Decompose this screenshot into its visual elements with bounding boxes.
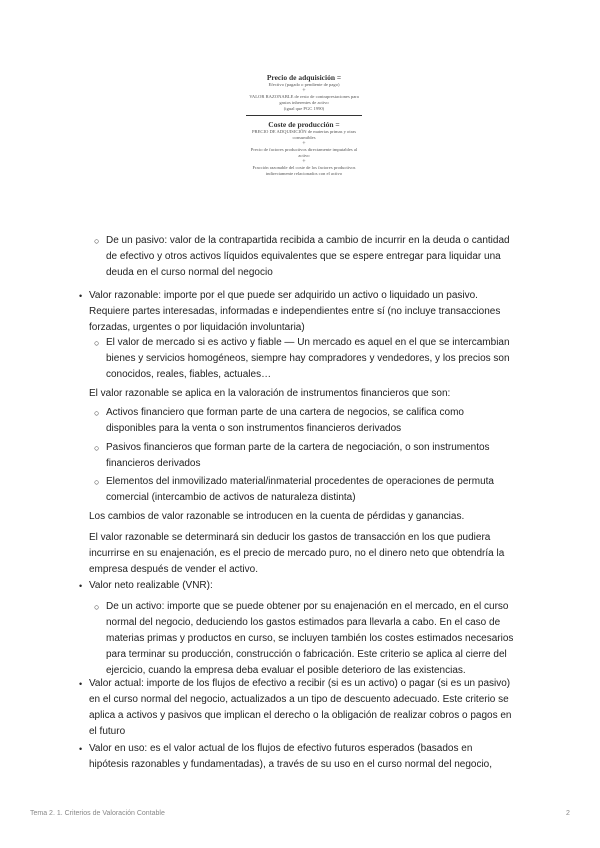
figure-plus: + [302, 88, 306, 94]
figure-line: indirectamente relacionados con el activo [265, 171, 343, 176]
figure-plus: + [302, 141, 306, 147]
list-item-valor-uso: Valor en uso: es el valor actual de los flujos de efectivo futuros esperados (basados en hipótesis razonables y fundamentadas), a través de su uso en el curso normal del negocio, [89, 743, 493, 770]
list-item-activos-financieros: Activos financiero que forman parte de una cartera de negocios, se califica como disponibles para la venta o son instrumentos financieros derivados [106, 407, 464, 434]
circle-bullet-icon: ○ [94, 408, 100, 418]
page-number: 2 [566, 810, 570, 817]
paragraph-cambios: Los cambios de valor razonable se introducen en la cuenta de pérdidas y ganancias. [89, 511, 465, 522]
bullet-icon: • [79, 291, 83, 301]
list-item-valor-mercado: El valor de mercado si es activo y fiable — Un mercado es aquel en el que se intercambian bienes y servicios homogéneos, siempre hay compradores y vendedores, y los precios son conocidos, reales, fiables, actuales… [106, 337, 510, 380]
circle-bullet-icon: ○ [94, 602, 100, 612]
figure-plus: + [302, 159, 306, 165]
paragraph-vr-aplica: El valor razonable se aplica en la valoración de instrumentos financieros que son: [89, 388, 451, 399]
bullet-icon: • [79, 744, 83, 754]
figure-line: (igual que PGC 1990) [283, 106, 325, 111]
figure-line: Efectivo (pagado o pendiente de pago) [268, 82, 340, 87]
circle-bullet-icon: ○ [94, 477, 100, 487]
figure-line: activo [298, 153, 310, 158]
bullet-icon: • [79, 581, 83, 591]
figure-line: PRECIO DE ADQUISICIÓN de materias primas y otras [252, 129, 356, 134]
figure-divider [246, 115, 362, 116]
figure-line: gastos inherentes de activo [279, 100, 329, 105]
circle-bullet-icon: ○ [94, 443, 100, 453]
valuation-figure [246, 73, 362, 177]
list-item-valor-razonable: Valor razonable: importe por el que puede ser adquirido un activo o liquidado un pasivo. Requiere partes interesadas, informadas e independientes entre sí (no incluye transacciones forzadas, urgentes o por liquidación involuntaria) [89, 290, 501, 333]
figure-title-adquisicion: Precio de adquisición = [266, 73, 342, 82]
figure-line: Fracción razonable del coste de los factores productivos [252, 165, 356, 170]
list-item-vnr-activo: De un activo: importe que se puede obtener por su enajenación en el mercado, en el curso normal del negocio, deduciendo los gastos estimados para llevarla a cabo. En el caso de materias primas y productos en curso, se incluyen también los costes estimados necesarios para terminar su producción, construcción o fabricación. Este criterio se aplica al cierre del ejercicio, cuando la empresa deba evaluar el posible deterioro de las existencias. [106, 601, 514, 676]
list-item-pasivos-financieros: Pasivos financieros que forman parte de la cartera de negociación, o son instrumentos financieros derivados [106, 442, 490, 469]
paragraph-determina: El valor razonable se determinará sin deducir los gastos de transacción en los que pudiera incurrirse en su enajenación, es el precio de mercado puro, no el dinero neto que obtendría la empresa después de vender el activo. [89, 532, 505, 575]
list-item-inmovilizado: Elementos del inmovilizado material/inmaterial procedentes de operaciones de permuta comercial (intercambio de activos de naturaleza distinta) [106, 476, 494, 503]
circle-bullet-icon: ○ [94, 338, 100, 348]
list-item-pasivo: De un pasivo: valor de la contrapartida recibida a cambio de incurrir en la deuda o cantidad de efectivo y otros activos líquidos equivalentes que se espere entregar para liquidar una deuda en el curso normal del negocio [106, 235, 510, 278]
bullet-icon: • [79, 679, 83, 689]
figure-title-produccion: Coste de producción = [268, 120, 340, 129]
circle-bullet-icon: ○ [94, 236, 100, 246]
figure-line: Precio de factores productivos directamente imputables al [250, 147, 358, 152]
list-item-valor-actual: Valor actual: importe de los flujos de efectivo a recibir (si es un activo) o pagar (si es un pasivo) en el curso normal del negocio, actualizados a un tipo de descuento adecuado. Este criterio se aplica a activos y pasivos que implican el derecho o la obligación de realizar cobros o pagos en el futuro [89, 678, 512, 737]
list-item-vnr: Valor neto realizable (VNR): [89, 580, 213, 591]
figure-line: VALOR RAZONABLE de resto de contraprestaciones para [249, 94, 359, 99]
figure-line: consumibles [292, 135, 316, 140]
footer-title: Tema 2. 1. Criterios de Valoración Contable [30, 810, 165, 817]
